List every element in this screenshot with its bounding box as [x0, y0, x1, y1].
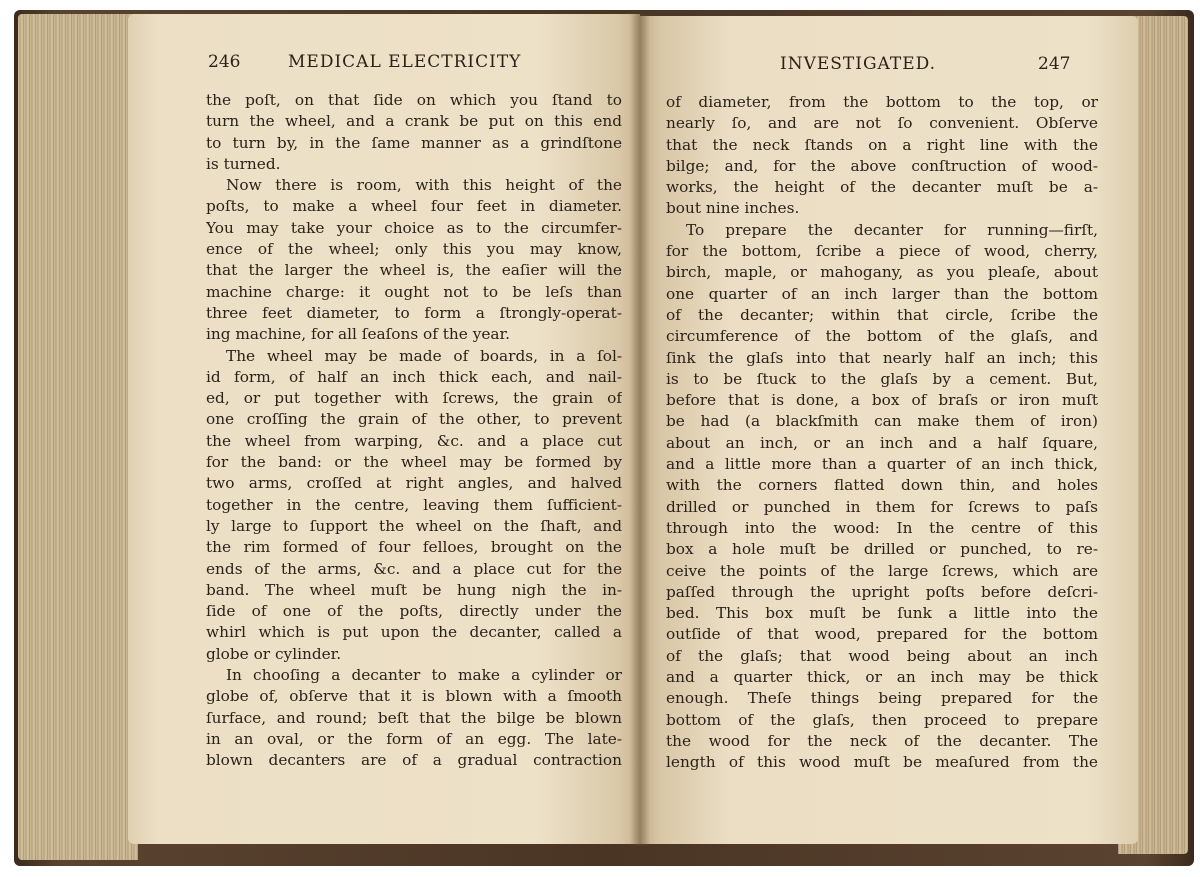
- book-gutter: [630, 14, 650, 846]
- text-line: band. The wheel muſt be hung nigh the in-: [206, 580, 622, 599]
- left-page-number: 246: [208, 52, 241, 72]
- text-line: one croſſing the grain of the other, to prevent: [206, 410, 622, 429]
- text-line: three feet diameter, to form a ſtrongly-operat-: [206, 303, 622, 322]
- text-line: ſide of one of the poſts, directly under the: [206, 602, 622, 621]
- text-line: You may take your choice as to the circumfer-: [206, 218, 622, 237]
- text-line: globe of, obſerve that it is blown with a ſmooth: [206, 687, 622, 706]
- text-line: id form, of half an inch thick each, and nail-: [206, 367, 622, 386]
- text-line: blown decanters are of a gradual contraction: [206, 751, 622, 770]
- text-line: poſts, to make a wheel four feet in diameter.: [206, 197, 622, 216]
- text-line: for the bottom, ſcribe a piece of wood, cherry,: [666, 242, 1098, 261]
- text-line: bottom of the glaſs, then proceed to prepare: [666, 710, 1098, 729]
- text-line: the poſt, on that ſide on which you ſtand to: [206, 91, 622, 109]
- text-line: of the decanter; within that circle, ſcribe the: [666, 305, 1098, 324]
- text-line: nearly ſo, and are not ſo convenient. Obſerve: [666, 114, 1098, 133]
- text-line: circumference of the bottom of the glaſs, and: [666, 327, 1098, 346]
- text-line: of the glaſs; that wood being about an inch: [666, 646, 1098, 665]
- text-line: one quarter of an inch larger than the bottom: [666, 284, 1098, 303]
- text-line: Now there is room, with this height of the: [226, 176, 622, 195]
- text-line: bilge; and, for the above conſtruction of wood-: [666, 156, 1098, 175]
- right-page-number: 247: [1038, 54, 1071, 74]
- text-line: The wheel may be made of boards, in a ſol-: [226, 346, 622, 365]
- text-line: together in the centre, leaving them ſufficient-: [206, 495, 622, 514]
- text-line: enough. Theſe things being prepared for the: [666, 689, 1098, 708]
- text-line: whirl which is put upon the decanter, called a: [206, 623, 622, 642]
- text-line: before that is done, a box of braſs or iron muſt: [666, 391, 1098, 410]
- text-line: through into the wood: In the centre of this: [666, 518, 1098, 537]
- text-line: ſink the glaſs into that nearly half an inch; this: [666, 348, 1098, 367]
- text-line: with the corners flatted down thin, and holes: [666, 476, 1098, 495]
- text-line: the rim formed of four felloes, brought on the: [206, 538, 622, 557]
- text-line: ſurface, and round; beſt that the bilge be blown: [206, 708, 622, 727]
- text-line: and a quarter thick, or an inch may be thick: [666, 668, 1098, 687]
- text-line: two arms, croſſed at right angles, and halved: [206, 474, 622, 493]
- left-running-head: MEDICAL ELECTRICITY: [288, 52, 522, 72]
- text-line: the wheel from warping, &c. and a place cut: [206, 431, 622, 450]
- text-line: about an inch, or an inch and a half ſquare,: [666, 433, 1098, 452]
- text-line: paſſed through the upright poſts before deſcri-: [666, 582, 1098, 601]
- left-page: [128, 14, 640, 844]
- text-line: ed, or put together with ſcrews, the grain of: [206, 389, 622, 408]
- right-page: [640, 16, 1138, 844]
- text-line: bout nine inches.: [666, 199, 800, 218]
- text-line: that the larger the wheel is, the eaſier will the: [206, 261, 622, 280]
- right-running-head: INVESTIGATED.: [780, 54, 937, 74]
- page-edges-left: [18, 14, 138, 860]
- text-line: ing machine, for all ſeaſons of the year.: [206, 325, 511, 344]
- text-line: to turn by, in the ſame manner as a grindſtone: [206, 133, 622, 152]
- text-line: is to be ſtuck to the glaſs by a cement. But,: [666, 369, 1098, 388]
- text-line: outſide of that wood, prepared for the bottom: [666, 625, 1098, 644]
- text-line: ly large to ſupport the wheel on the ſhaft, and: [206, 516, 622, 535]
- text-line: turn the wheel, and a crank be put on this end: [206, 112, 622, 131]
- text-line: In chooſing a decanter to make a cylinder or: [226, 666, 622, 685]
- text-line: drilled or punched in them for ſcrews to paſs: [666, 497, 1098, 516]
- text-line: To prepare the decanter for running—firſt,: [686, 220, 1098, 239]
- text-line: birch, maple, or mahogany, as you pleaſe, about: [666, 263, 1098, 282]
- text-line: the wood for the neck of the decanter. The: [666, 731, 1098, 750]
- text-line: ence of the wheel; only this you may know,: [206, 240, 622, 259]
- left-page-text: [206, 90, 622, 772]
- text-line: globe or cylinder.: [206, 644, 342, 663]
- text-line: ceive the points of the large ſcrews, which are: [666, 561, 1098, 580]
- right-page-text: [666, 92, 1098, 774]
- text-line: box a hole muſt be drilled or punched, to re-: [666, 540, 1098, 559]
- text-line: be had (a blackſmith can make them of iron): [666, 412, 1098, 431]
- text-line: ends of the arms, &c. and a place cut for the: [206, 559, 622, 578]
- text-line: works, the height of the decanter muſt be a-: [666, 178, 1098, 197]
- text-line: bed. This box muſt be ſunk a little into the: [666, 604, 1098, 623]
- text-line: in an oval, or the form of an egg. The late-: [206, 729, 622, 748]
- text-line: machine charge: it ought not to be leſs than: [206, 282, 622, 301]
- text-line: is turned.: [206, 154, 281, 173]
- text-line: that the neck ſtands on a right line with the: [666, 135, 1098, 154]
- text-line: and a little more than a quarter of an inch thick,: [666, 455, 1098, 474]
- text-line: of diameter, from the bottom to the top, or: [666, 93, 1098, 111]
- text-line: length of this wood muſt be meaſured from the: [666, 753, 1098, 772]
- text-line: for the band: or the wheel may be formed by: [206, 453, 622, 472]
